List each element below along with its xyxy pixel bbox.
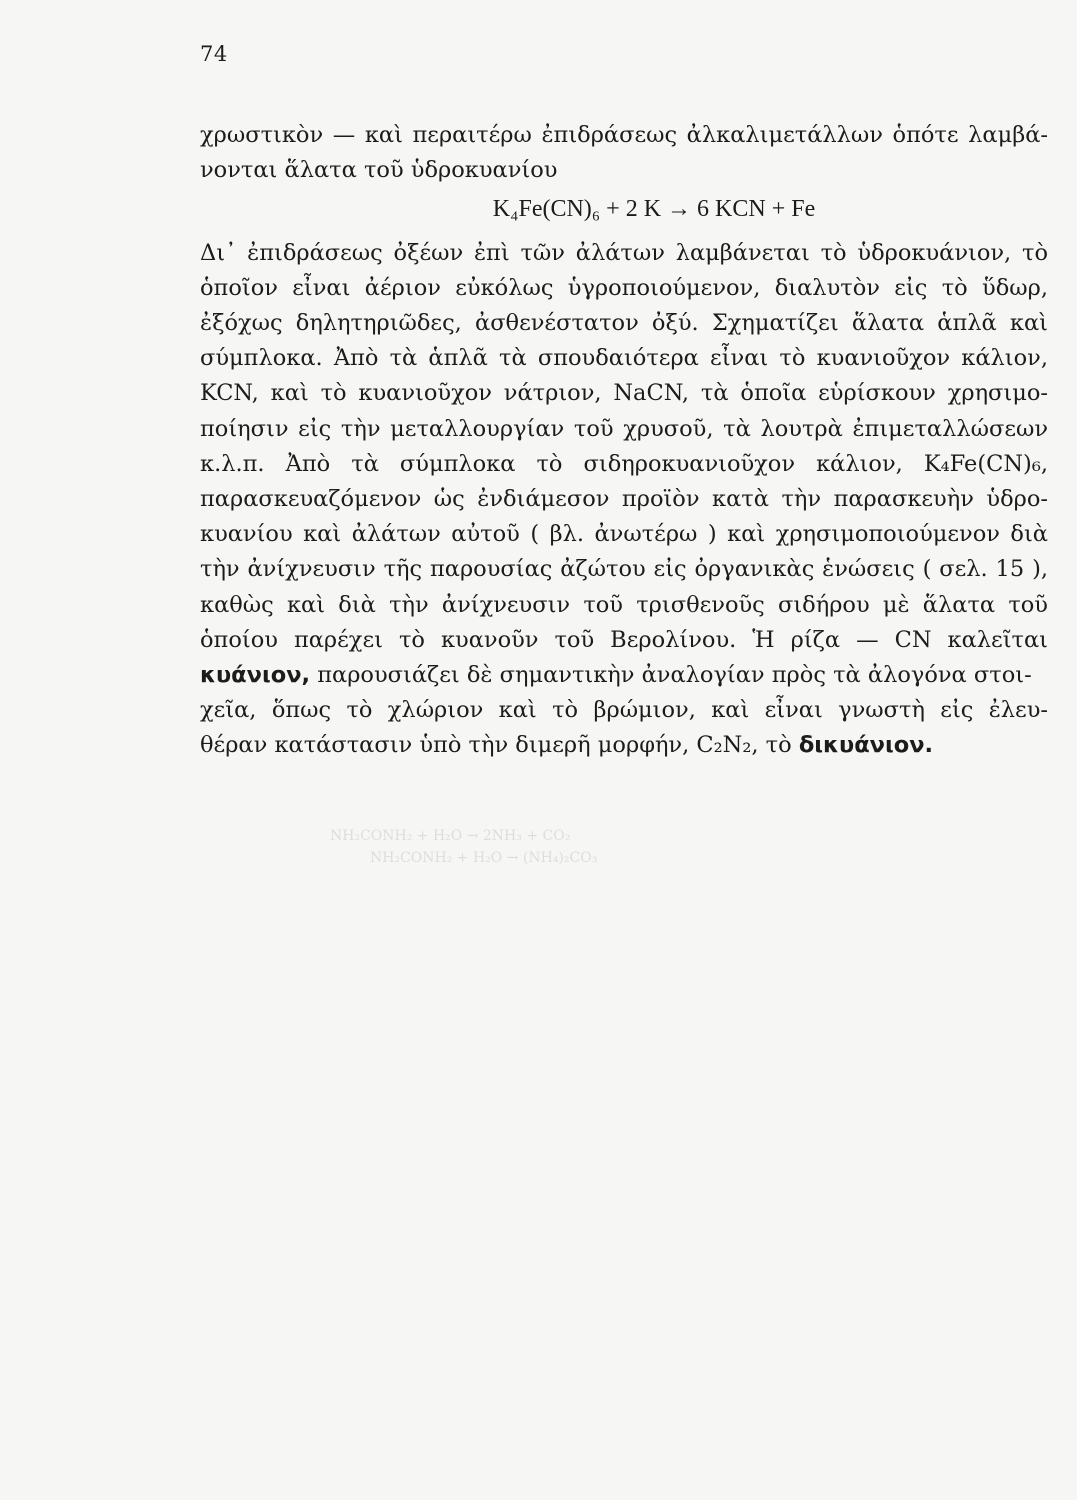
- text-line: σύμπλοκα. Ἀπὸ τὰ ἁπλᾶ τὰ σπουδαιότερα εἶναι τὸ κυανιοῦχον κάλιον,: [200, 345, 1048, 372]
- term-kyanion: κυάνιον,: [200, 662, 311, 689]
- text-fragment: παρουσιάζει δὲ σημαντικὴν ἀναλογίαν πρὸς τὰ ἀλογόνα στοι-: [310, 662, 1032, 689]
- text-line: παρασκευαζόμενον ὡς ἐνδιάμεσον προϊὸν κατὰ τὴν παρασκευὴν ὑδρο-: [200, 486, 1048, 513]
- bleed-through-text: NH₂CONH₂ + H₂O → (NH₄)₂CO₃: [370, 850, 598, 866]
- text-line: [200, 728, 1048, 763]
- text-line: [200, 658, 1048, 693]
- term-dikyanion: δικυάνιον.: [798, 732, 934, 759]
- text-line: ποίησιν εἰς τὴν μεταλλουργίαν τοῦ χρυσοῦ, τὰ λουτρὰ ἐπιμεταλλώσεων: [200, 415, 1048, 442]
- text-line: νονται ἅλατα τοῦ ὑδροκυανίου: [200, 157, 558, 184]
- bleed-through-text: NH₂CONH₂ + H₂O → 2NH₃ + CO₂: [330, 828, 571, 844]
- text-line: χρωστικὸν — καὶ περαιτέρω ἐπιδράσεως ἀλκαλιμετάλλων ὁπότε λαμβά-: [200, 122, 1048, 148]
- text-line: ἐξόχως δηλητηριῶδες, ἀσθενέστατον ὀξύ. Σχηματίζει ἅλατα ἁπλᾶ καὶ: [200, 310, 1048, 337]
- text-line: κυανίου καὶ ἀλάτων αὐτοῦ ( βλ. ἀνωτέρω ) καὶ χρησιμοποιούμενον διὰ: [200, 521, 1048, 548]
- chemical-equation: K₄Fe(CN)₆ + 2 K → 6 KCN + Fe: [492, 196, 816, 223]
- text-line: χεῖα, ὅπως τὸ χλώριον καὶ τὸ βρώμιον, καὶ εἶναι γνωστὴ εἰς ἐλευ-: [200, 697, 1048, 724]
- text-line: KCN, καὶ τὸ κυανιοῦχον νάτριον, NaCN, τὰ ὁποῖα εὑρίσκουν χρησιμο-: [200, 380, 1048, 407]
- body-text: [200, 118, 1048, 764]
- text-line: τὴν ἀνίχνευσιν τῆς παρουσίας ἀζώτου εἰς ὀργανικὰς ἑνώσεις ( σελ. 15 ),: [200, 556, 1048, 583]
- text-line: Δι᾿ ἐπιδράσεως ὀξέων ἐπὶ τῶν ἀλάτων λαμβάνεται τὸ ὑδροκυάνιον, τὸ: [200, 239, 1048, 266]
- text-line: καθὼς καὶ διὰ τὴν ἀνίχνευσιν τοῦ τρισθενοῦς σιδήρου μὲ ἅλατα τοῦ: [200, 591, 1048, 618]
- text-line: ὁποῖον εἶναι ἀέριον εὐκόλως ὑγροποιούμενον, διαλυτὸν εἰς τὸ ὕδωρ,: [200, 274, 1048, 301]
- text-line: κ.λ.π. Ἀπὸ τὰ σύμπλοκα τὸ σιδηροκυανιοῦχον κάλιον, K₄Fe(CN)₆,: [200, 450, 1048, 477]
- text-fragment: θέραν κατάστασιν ὑπὸ τὴν διμερῆ μορφήν, C₂N₂, τὸ: [200, 732, 799, 759]
- text-line: ὁποίου παρέχει τὸ κυανοῦν τοῦ Βερολίνου. Ἡ ρίζα — CN καλεῖται: [200, 626, 1048, 653]
- page-number: 74: [200, 42, 228, 66]
